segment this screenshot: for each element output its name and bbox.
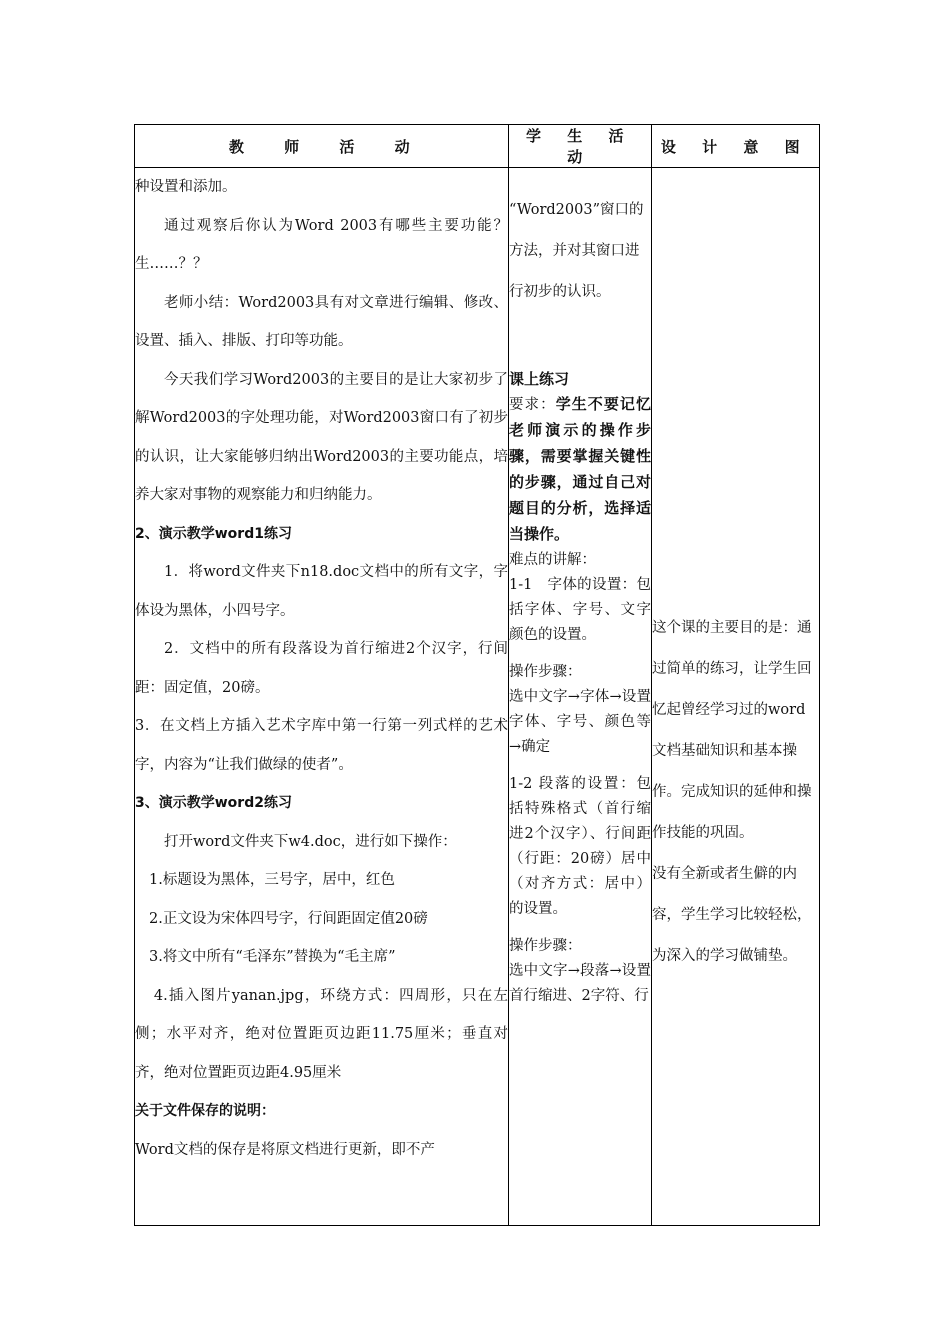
list-item: 2.正文设为宋体四号字，行间距固定值20磅 <box>149 910 428 927</box>
student-paragraph: 1-2 段落的设置：包括特殊格式（首行缩进2个汉字）、行间距（行距：20磅）居中（对齐方式：居中）的设置。 <box>509 776 651 917</box>
header-design-intent: 设 计 意 图 <box>652 125 820 168</box>
steps-label: 操作步骤： <box>509 938 582 954</box>
steps-label: 操作步骤： <box>509 664 582 680</box>
practice-title: 课上练习 <box>509 370 570 388</box>
design-paragraph: 没有全新或者生僻的内容，学生学习比较轻松，为深入的学习做铺垫。 <box>652 866 812 964</box>
list-item: 3.将文中所有“毛泽东”替换为“毛主席” <box>149 949 396 965</box>
requirement-paragraph <box>509 392 651 548</box>
header-teacher-activity: 教 师 活 动 <box>135 125 509 168</box>
teacher-paragraph: 打开word文件夹下w4.doc，进行如下操作： <box>164 833 457 850</box>
lesson-plan-table <box>134 124 820 1226</box>
teacher-paragraph: 2．文档中的所有段落设为首行缩进2个汉字，行间距：固定值，20磅。 <box>135 641 508 696</box>
section-heading: 2、演示教学word1练习 <box>135 525 292 542</box>
teacher-paragraph: 老师小结：Word2003具有对文章进行编辑、修改、设置、插入、排版、打印等功能。 <box>135 294 508 349</box>
table-header-row <box>135 125 820 168</box>
header-student-activity: 学 生 活 动 <box>509 125 652 168</box>
teacher-paragraph: 3．在文档上方插入艺术字库中第一行第一列式样的艺术字，内容为“让我们做绿的使者”。 <box>135 718 508 773</box>
design-paragraph: 这个课的主要目的是：通过简单的练习，让学生回忆起曾经学习过的word文档基础知识和基本操作。完成知识的延伸和操作技能的巩固。 <box>652 620 812 841</box>
section-heading: 关于文件保存的说明： <box>135 1103 275 1119</box>
teacher-paragraph: Word文档的保存是将原文档进行更新，即不产 <box>135 1141 435 1158</box>
requirement-text: 学生不要记忆老师演示的操作步骤，需要掌握关键性的步骤，通过自己对题目的分析，选择适当操作。 <box>509 395 651 543</box>
teacher-paragraph: 种设置和添加。 <box>135 179 237 195</box>
student-activity-cell <box>509 168 652 1226</box>
teacher-paragraph: 今天我们学习Word2003的主要目的是让大家初步了解Word2003的字处理功能，对Word2003窗口有了初步的认识，让大家能够归纳出Word2003的主要功能点，培养大家对事物的观察能力和归纳能力。 <box>135 371 508 503</box>
table-body-row <box>135 168 820 1226</box>
list-item: 1.标题设为黑体，三号字，居中，红色 <box>149 872 395 888</box>
student-paragraph: 难点的讲解： <box>509 552 596 568</box>
student-paragraph: 1-1 字体的设置：包括字体、字号、文字颜色的设置。 <box>509 577 651 643</box>
student-paragraph: 选中文字→段落→设置首行缩进、2字符、行 <box>509 963 651 1004</box>
list-item: 4.插入图片yanan.jpg，环绕方式：四周形，只在左侧；水平对齐，绝对位置距页边距11.75厘米；垂直对齐，绝对位置距页边距4.95厘米 <box>135 987 508 1081</box>
student-paragraph: 选中文字→字体→设置字体、字号、颜色等→确定 <box>509 689 651 755</box>
design-intent-cell <box>652 168 820 1226</box>
teacher-activity-cell <box>135 168 509 1226</box>
teacher-paragraph: 1．将word文件夹下n18.doc文档中的所有文字，字体设为黑体，小四号字。 <box>135 564 508 619</box>
requirement-label: 要求： <box>509 397 556 413</box>
student-paragraph: “Word2003”窗口的方法，并对其窗口进行初步的认识。 <box>509 202 644 300</box>
section-heading: 3、演示教学word2练习 <box>135 795 292 811</box>
teacher-paragraph: 通过观察后你认为Word 2003有哪些主要功能？生……？？ <box>135 217 508 272</box>
